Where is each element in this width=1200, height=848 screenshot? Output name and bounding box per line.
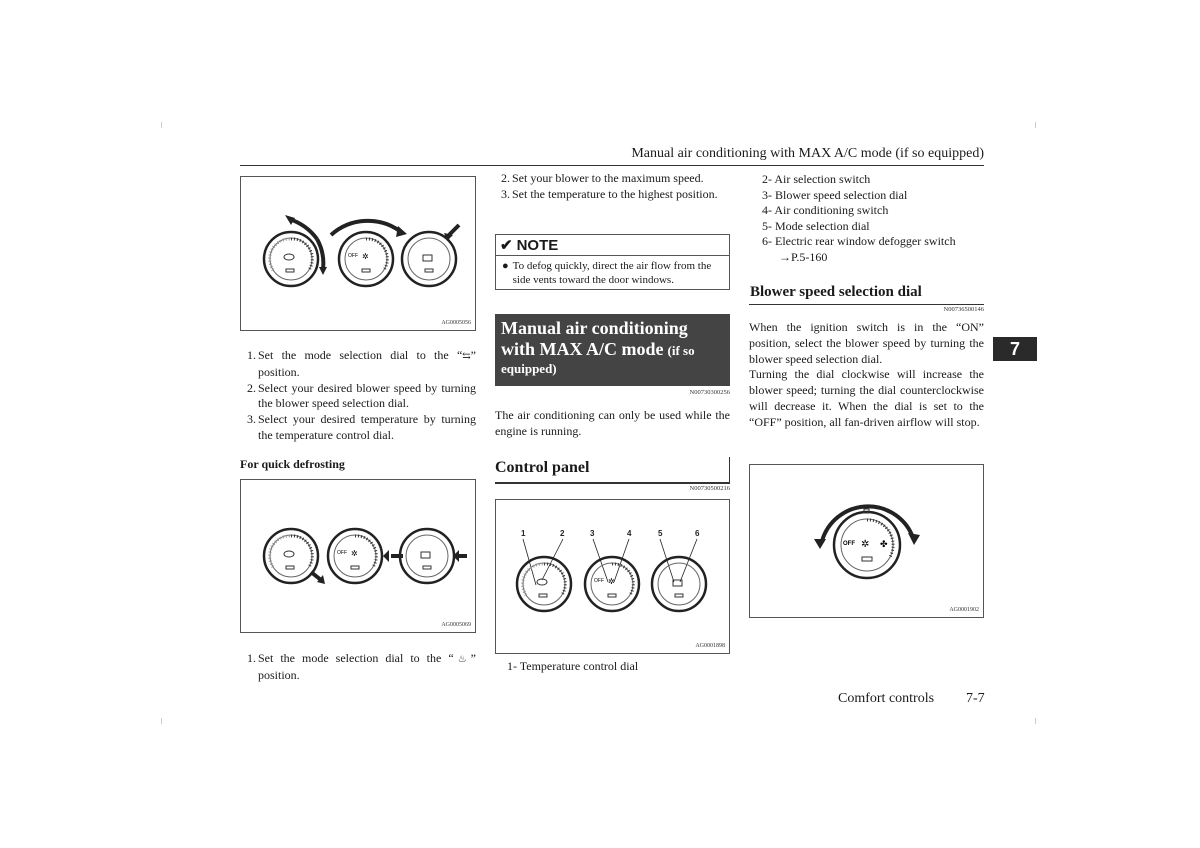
step-number: 1. <box>247 348 256 362</box>
heading-rule <box>495 482 730 484</box>
blower-heading: Blower speed selection dial <box>750 284 922 300</box>
callout-number: 2 <box>560 529 565 538</box>
step-number: 3. <box>247 412 256 427</box>
temperature-dial-icon <box>264 232 318 286</box>
crop-mark <box>161 122 162 128</box>
page-header-title: Manual air conditioning with MAX A/C mode (if so equipped) <box>631 146 984 161</box>
step-number: 3. <box>501 186 510 201</box>
heading-rule <box>749 304 984 305</box>
note-check-icon: ✔ <box>500 237 513 254</box>
step-text: Set the mode selection dial to the “ <box>258 651 454 665</box>
figure-code: AG0001898 <box>695 643 725 649</box>
step-2 <box>247 381 476 413</box>
mode-dial-icon <box>400 529 454 583</box>
quick-defrosting-heading: For quick defrosting <box>240 457 345 471</box>
step-text: Set your blower to the maximum speed. <box>512 171 704 185</box>
step-3 <box>247 412 476 444</box>
heading-rule-vertical <box>729 457 730 483</box>
step-text: Set the mode selection dial to the “ <box>258 348 463 362</box>
blower-dial-icon <box>328 529 382 583</box>
note-box <box>495 234 730 290</box>
note-label: NOTE <box>516 236 559 254</box>
section-heading-sub: (if so equipped) <box>501 343 695 376</box>
callout-number: 6 <box>695 529 700 538</box>
crop-mark <box>1035 122 1036 128</box>
svg-text:✤: ✤ <box>880 539 888 549</box>
step-text-after: ” position. <box>258 348 476 379</box>
note-header <box>496 235 729 256</box>
face-mode-icon: ⇆ <box>462 351 471 362</box>
footer-section: Comfort controls <box>838 691 935 706</box>
list-item-5: 5- Mode selection dial <box>762 218 870 233</box>
max-ac-steps <box>247 348 476 444</box>
step-number: 2. <box>247 380 256 395</box>
defrost-icon: ♨ <box>453 654 471 665</box>
blower-dial-icon <box>339 232 393 286</box>
figure-code: AG0001902 <box>949 607 979 613</box>
temperature-dial-icon <box>264 529 318 583</box>
step-number: 1. <box>247 651 256 665</box>
mode-dial-icon <box>652 557 706 611</box>
figure-control-panel <box>495 499 730 654</box>
chapter-tab[interactable]: 7 <box>993 337 1037 361</box>
blower-paragraph-1: When the ignition switch is in the “ON” position, select the blower speed by turning the blower speed selection dial. <box>749 320 984 366</box>
defrost-steps <box>247 651 476 684</box>
step-3 <box>501 187 730 203</box>
dial-off-label: OFF <box>843 541 855 547</box>
control-panel-code: N00730500216 <box>689 485 730 492</box>
max-ac-steps-continued <box>501 171 730 203</box>
figure-defrost-dials <box>240 479 476 633</box>
note-text: To defog quickly, direct the air flow from the side vents toward the door windows. <box>512 260 712 286</box>
crop-mark <box>161 718 162 724</box>
blower-description <box>749 320 984 431</box>
temperature-dial-icon <box>517 557 571 611</box>
crop-mark <box>1035 718 1036 724</box>
svg-text:OFF: OFF <box>337 550 347 556</box>
svg-text:✲: ✲ <box>608 577 615 586</box>
defrost-step-1 <box>247 651 476 684</box>
list-item-1: 1- Temperature control dial <box>507 659 639 673</box>
section-code: N00730300256 <box>689 389 730 396</box>
control-panel-heading: Control panel <box>495 459 590 476</box>
callout-number: 3 <box>590 529 595 538</box>
blower-dial-icon <box>834 509 900 578</box>
figure-code: AG0005056 <box>441 320 471 326</box>
footer-page-number: 7-7 <box>966 691 985 706</box>
step-2 <box>501 171 730 187</box>
blower-paragraph-2: Turning the dial clockwise will increase the blower speed; turning the dial counterclockwise will decrease it. When the dial is set to the “OFF” position, all fan-driven airflow will stop. <box>749 367 984 429</box>
blower-dial-icon <box>585 557 639 611</box>
intro-paragraph: The air conditioning can only be used while the engine is running. <box>495 408 730 438</box>
step-text: Select your desired blower speed by turning the blower speed selection dial. <box>258 380 476 411</box>
callout-number: 5 <box>658 529 663 538</box>
list-item-3: 3- Blower speed selection dial <box>762 187 908 202</box>
svg-text:✲: ✲ <box>351 549 358 558</box>
control-panel-legend <box>762 172 984 266</box>
figure-max-ac-dials <box>240 176 476 331</box>
list-item-4: 4- Air conditioning switch <box>762 203 889 218</box>
step-text: Select your desired temperature by turning the temperature control dial. <box>258 412 476 442</box>
step-number: 2. <box>501 171 510 185</box>
page-reference-link[interactable]: →P.5-160 <box>779 249 828 264</box>
callout-number: 1 <box>521 529 526 538</box>
list-item-6: 6- Electric rear window defogger switch <box>762 234 956 249</box>
blower-code: N00736500146 <box>943 306 984 313</box>
section-heading: Manual air conditioning with MAX A/C mode <box>501 318 688 359</box>
callout-number: 4 <box>627 529 632 538</box>
svg-text:OFF: OFF <box>348 253 358 259</box>
svg-text:✲: ✲ <box>861 539 870 550</box>
bullet-icon: ● <box>502 260 509 272</box>
step-1 <box>247 348 476 381</box>
step-text: Set the temperature to the highest position. <box>512 186 718 201</box>
svg-text:✲: ✲ <box>362 252 369 261</box>
list-item-2: 2- Air selection switch <box>762 172 871 186</box>
figure-code: AG0005069 <box>441 622 471 628</box>
note-body <box>496 256 729 290</box>
figure-blower-dial <box>749 464 984 618</box>
section-heading-box <box>495 314 730 386</box>
header-rule <box>240 165 984 166</box>
step-text-after: ” position. <box>258 651 476 682</box>
svg-text:OFF: OFF <box>594 578 604 584</box>
